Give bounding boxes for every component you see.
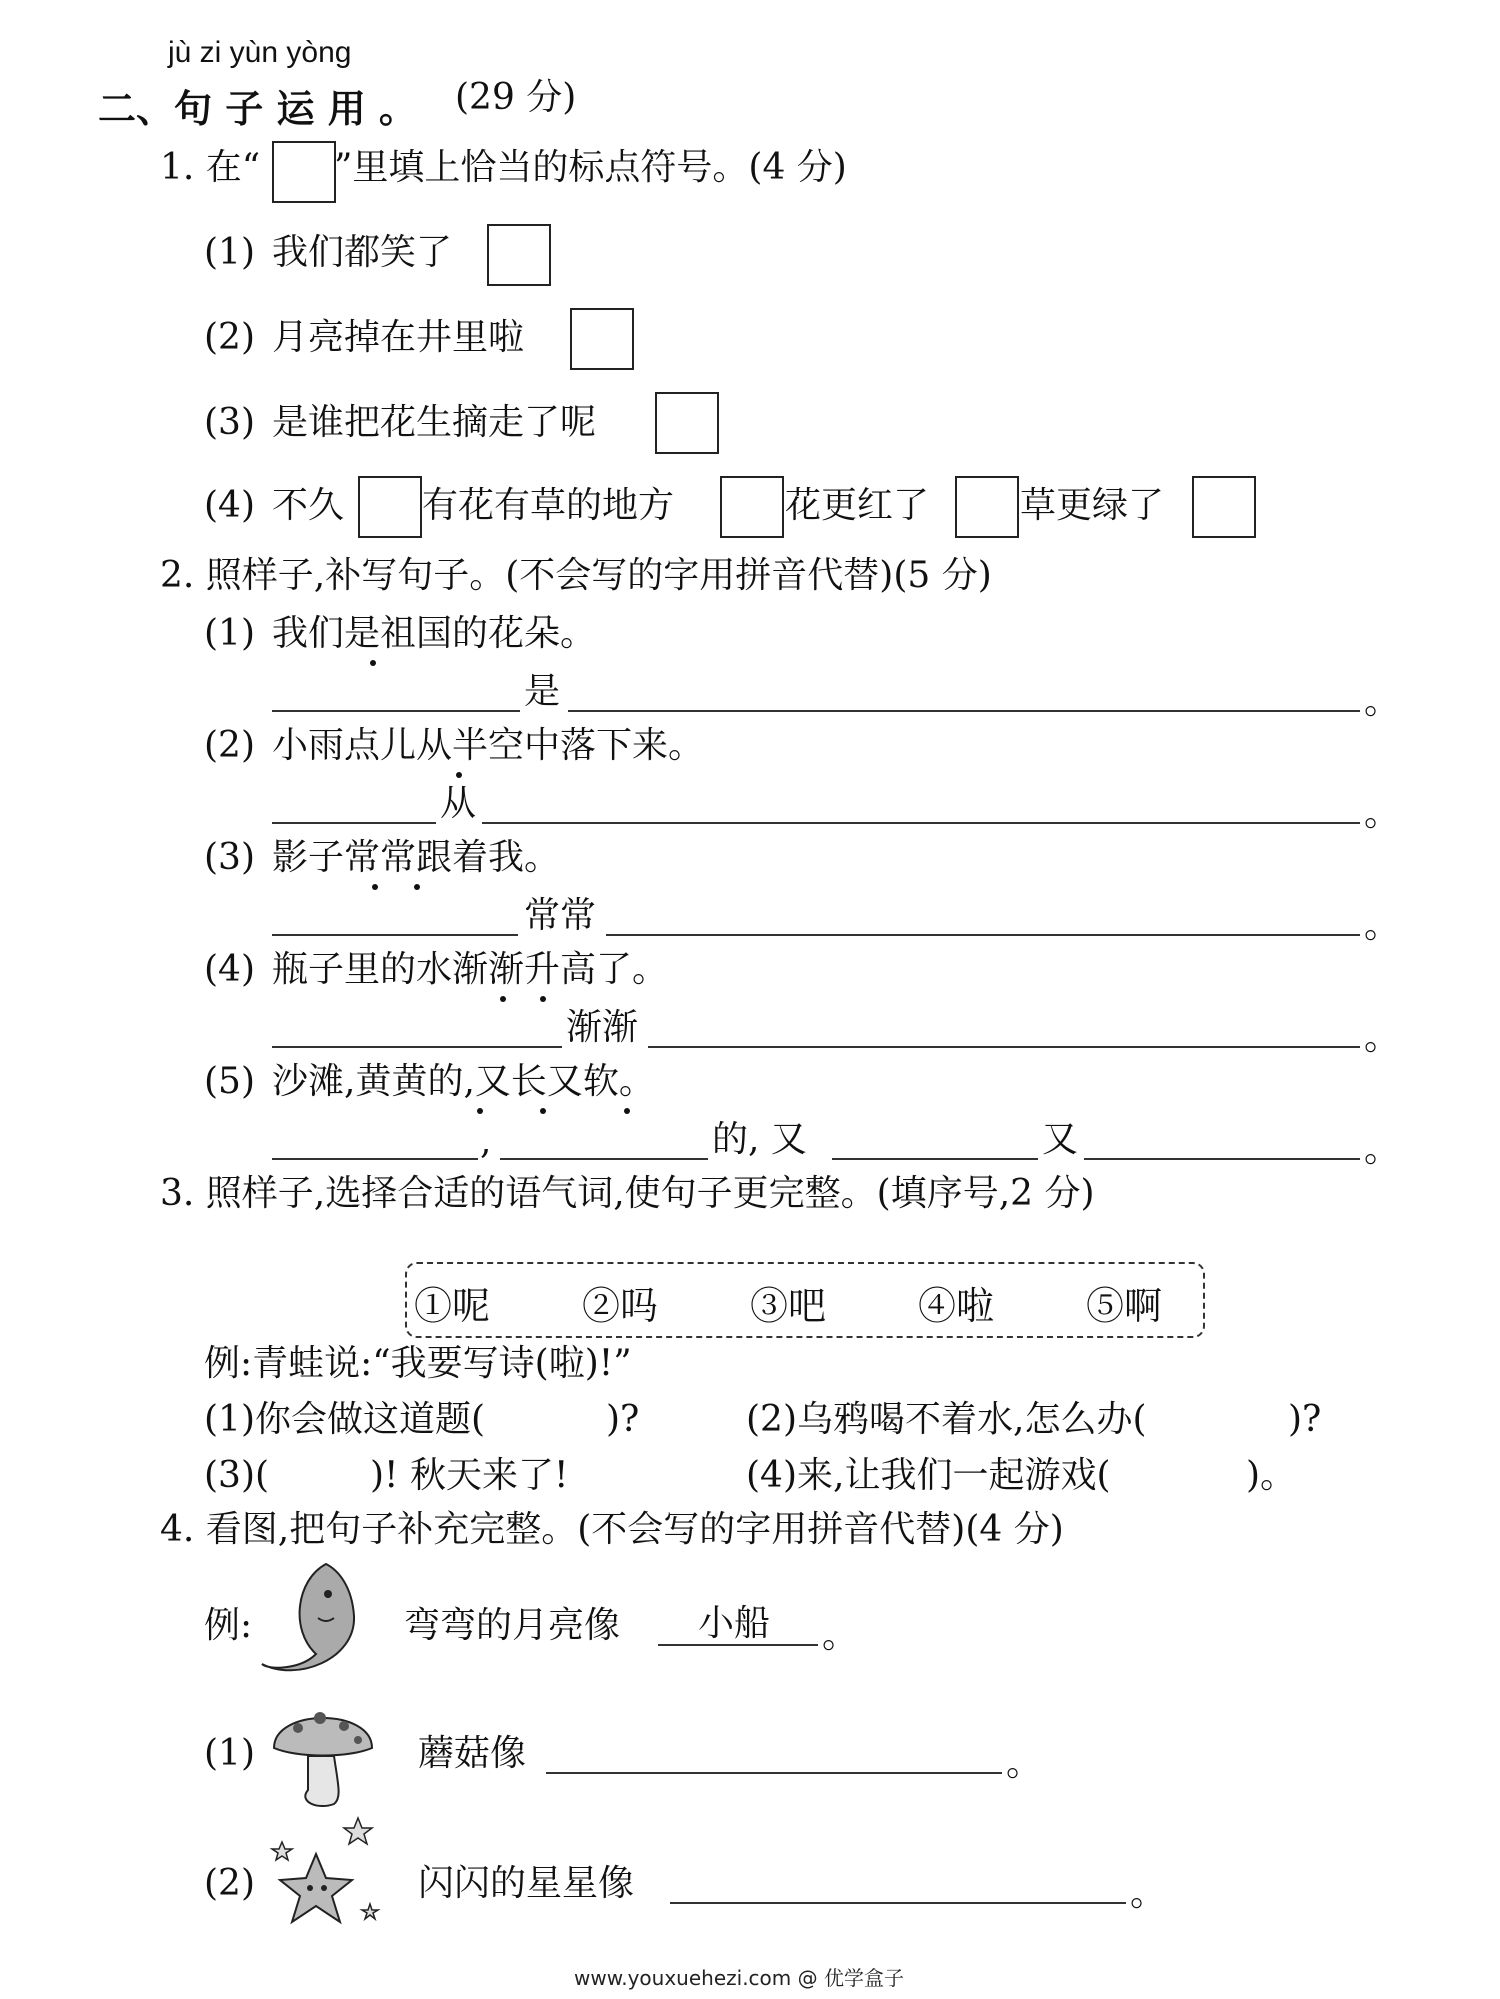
q2-item-3-period: 。 [1364, 905, 1401, 946]
q1-item-4-box-4[interactable] [1192, 476, 1256, 538]
q2-item-2-example: 小雨点儿从半空中落下来。 [272, 725, 705, 766]
moon-icon [256, 1560, 366, 1680]
q2-item-2-keyword: 从 [440, 783, 477, 824]
q2-item-5-num: (5) [204, 1061, 255, 1102]
q1-item-4-box-2[interactable] [720, 476, 784, 538]
q4-item-2-num: (2) [204, 1863, 255, 1904]
q1-item-3-answer-box[interactable] [655, 392, 719, 454]
emphasis-dot [372, 884, 378, 890]
q1-sample-box [272, 141, 336, 203]
q2-item-5-blank-c[interactable] [832, 1158, 1038, 1160]
q3-item-2-b: )? [1288, 1399, 1322, 1440]
q1-item-4-box-1[interactable] [358, 476, 422, 538]
q2-item-3-blank-b[interactable] [606, 934, 1360, 936]
q4-example-answer: 小船 [698, 1603, 771, 1644]
choice-4: ④啦 [918, 1284, 995, 1328]
q2-item-1-example: 我们是祖国的花朵。 [272, 613, 597, 654]
q3-item-2-a: (2)乌鸦喝不着水,怎么办( [746, 1399, 1147, 1440]
q1-item-4-num: (4) [204, 485, 255, 526]
mushroom-icon [268, 1694, 378, 1814]
q3-item-4-a: (4)来,让我们一起游戏( [746, 1455, 1111, 1496]
q3-item-1-b: )? [606, 1399, 640, 1440]
q3-example: 例:青蛙说:“我要写诗(啦)!” [204, 1343, 632, 1384]
emphasis-dot [477, 1108, 483, 1114]
q2-item-5-part-2: 的, 又 [712, 1119, 807, 1160]
emphasis-dot [500, 996, 506, 1002]
q4-example-blank [658, 1644, 818, 1646]
q1-item-1-num: (1) [204, 232, 255, 273]
q1-item-4-box-3[interactable] [955, 476, 1019, 538]
q3-item-3-a: (3)( [204, 1455, 270, 1496]
q1-item-4-seg-1: 不久 [272, 485, 345, 526]
q2-item-4-blank-a[interactable] [272, 1046, 562, 1048]
section-heading: 二、句 子 运 用 。 [98, 87, 417, 131]
q2-item-1-blank-a[interactable] [272, 710, 520, 712]
q4-item-2-period: 。 [1130, 1873, 1167, 1914]
q2-item-5-blank-b[interactable] [500, 1158, 708, 1160]
q2-item-5-part-1: , [480, 1121, 492, 1162]
q1-item-2-answer-box[interactable] [570, 308, 634, 370]
choice-2: ②吗 [582, 1284, 659, 1328]
q1-item-4-seg-3: 花更红了 [785, 485, 930, 526]
emphasis-dot [624, 1108, 630, 1114]
q2-item-5-blank-a[interactable] [272, 1158, 478, 1160]
q2-item-2-num: (2) [204, 725, 255, 766]
q4-item-1-period: 。 [1006, 1743, 1043, 1784]
q2-item-2-blank-b[interactable] [482, 822, 1360, 824]
q4-item-1-num: (1) [204, 1733, 255, 1774]
choice-3: ③吧 [750, 1284, 827, 1328]
q3-title: 3. 照样子,选择合适的语气词,使句子更完整。(填序号,2 分) [160, 1173, 1095, 1214]
q2-item-5-blank-d[interactable] [1084, 1158, 1360, 1160]
q3-item-4-b: )。 [1246, 1455, 1297, 1496]
q4-item-2-blank[interactable] [670, 1902, 1126, 1904]
q1-item-3-num: (3) [204, 402, 255, 443]
q1-item-2-num: (2) [204, 317, 255, 358]
q2-item-1-blank-b[interactable] [568, 710, 1360, 712]
q4-item-1-text: 蘑菇像 [418, 1733, 527, 1774]
q2-item-3-num: (3) [204, 837, 255, 878]
q1-item-1-answer-box[interactable] [487, 224, 551, 286]
q3-item-3-b: )! 秋天来了! [370, 1455, 569, 1496]
emphasis-dot [370, 660, 376, 666]
q2-item-3-blank-a[interactable] [272, 934, 518, 936]
q4-example-period: 。 [822, 1615, 859, 1656]
q2-item-4-example: 瓶子里的水渐渐升高了。 [272, 949, 669, 990]
section-score: (29 分) [455, 77, 577, 118]
footer-watermark: www.youxuehezi.com @ 优学盒子 [574, 1966, 904, 1990]
q4-item-2-text: 闪闪的星星像 [418, 1863, 635, 1904]
q4-title: 4. 看图,把句子补充完整。(不会写的字用拼音代替)(4 分) [160, 1509, 1064, 1550]
q2-item-5-period: 。 [1364, 1129, 1401, 1170]
q2-item-4-keyword: 渐渐 [566, 1007, 639, 1048]
q1-item-4-seg-2: 有花有草的地方 [422, 485, 675, 526]
choice-1: ①呢 [414, 1284, 491, 1328]
emphasis-dot [456, 772, 462, 778]
q1-title-prefix: 1. 在“ [160, 147, 261, 188]
q4-example-text: 弯弯的月亮像 [404, 1605, 621, 1646]
q1-item-3-text: 是谁把花生摘走了呢 [272, 402, 597, 443]
stars-icon [266, 1812, 386, 1932]
q1-item-4-seg-4: 草更绿了 [1020, 485, 1165, 526]
emphasis-dot [540, 996, 546, 1002]
q1-item-2-text: 月亮掉在井里啦 [272, 317, 525, 358]
q1-item-1-text: 我们都笑了 [272, 232, 453, 273]
q2-item-4-num: (4) [204, 949, 255, 990]
emphasis-dot [414, 884, 420, 890]
q4-item-1-blank[interactable] [546, 1772, 1002, 1774]
q2-item-2-blank-a[interactable] [272, 822, 436, 824]
q2-item-4-blank-b[interactable] [648, 1046, 1360, 1048]
q2-item-2-period: 。 [1364, 793, 1401, 834]
q2-item-4-period: 。 [1364, 1017, 1401, 1058]
heading-pinyin: jù zi yùn yòng [168, 36, 352, 69]
choice-5: ⑤啊 [1086, 1284, 1163, 1328]
q3-item-1-a: (1)你会做这道题( [204, 1399, 486, 1440]
q2-item-1-num: (1) [204, 613, 255, 654]
emphasis-dot [540, 1108, 546, 1114]
q2-item-3-example: 影子常常跟着我。 [272, 837, 561, 878]
q2-item-1-keyword: 是 [524, 671, 561, 712]
q1-title-suffix: ”里填上恰当的标点符号。(4 分) [334, 147, 847, 188]
q2-item-5-part-3: 又 [1042, 1119, 1079, 1160]
q2-item-1-period: 。 [1364, 681, 1401, 722]
q2-item-3-keyword: 常常 [524, 895, 597, 936]
q4-example-label: 例: [204, 1605, 253, 1646]
q2-title: 2. 照样子,补写句子。(不会写的字用拼音代替)(5 分) [160, 555, 992, 596]
q2-item-5-example: 沙滩,黄黄的,又长又软。 [272, 1061, 655, 1102]
